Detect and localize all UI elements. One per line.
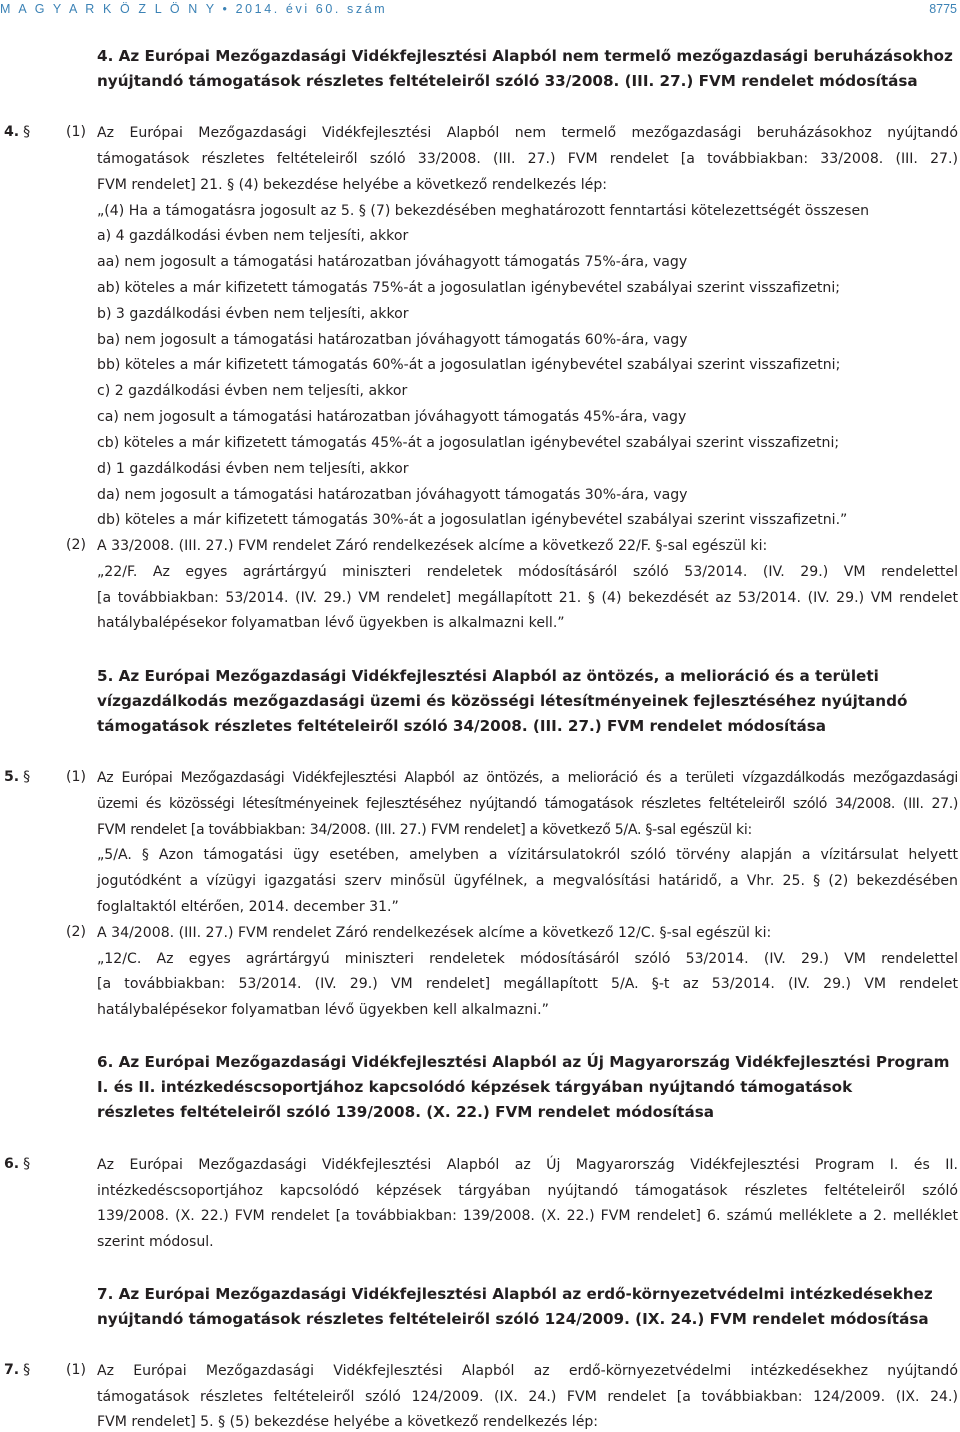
text-line: aa) nem jogosult a támogatási határozatban jóváhagyott támogatás 75%-ára, vagy — [97, 254, 688, 270]
paragraph-number: (2) — [66, 537, 86, 553]
page-number: 8775 — [929, 2, 957, 16]
text-line: ba) nem jogosult a támogatási határozatban jóváhagyott támogatás 60%-ára, vagy — [97, 332, 688, 348]
text-line: FVM rendelet [a továbbiakban: 34/2008. (III. 27.) FVM rendelet] a következő 5/A. §-sal egészül ki: — [97, 822, 752, 838]
text-line: Az Európai Mezőgazdasági Vidékfejlesztési Alapból az erdő-környezetvédelmi intézkedésekhez nyújtandó — [97, 1363, 958, 1379]
text-line: Az Európai Mezőgazdasági Vidékfejlesztési Alapból az öntözés, a melioráció és a területi vízgazdálkodás mezőgazdasági — [97, 770, 958, 786]
section-title: I. és II. intézkedéscsoportjához kapcsolódó képzések tárgyában nyújtandó támogatások — [97, 1078, 853, 1096]
article-number: 4. § — [4, 124, 31, 140]
text-line: „5/A. § Azon támogatási ügy esetében, amelyben a vízitársulatokról szóló törvény alapján a vízitársulat helyett — [97, 847, 958, 863]
section-title: 4. Az Európai Mezőgazdasági Vidékfejlesztési Alapból nem termelő mezőgazdasági beruházásokhoz — [97, 47, 953, 65]
paragraph-number: (1) — [66, 1362, 86, 1378]
paragraph-number: (2) — [66, 924, 86, 940]
section-title: részletes feltételeiről szóló 139/2008. (X. 22.) FVM rendelet módosítása — [97, 1103, 715, 1121]
text-line: A 34/2008. (III. 27.) FVM rendelet Záró rendelkezések alcíme a következő 12/C. §-sal egészül ki: — [97, 925, 772, 941]
paragraph-number: (1) — [66, 124, 86, 140]
text-line: c) 2 gazdálkodási évben nem teljesíti, akkor — [97, 383, 408, 399]
paragraph-number: (1) — [66, 769, 86, 785]
text-line: hatálybalépésekor folyamatban lévő ügyekben is alkalmazni kell.” — [97, 615, 565, 631]
text-line: bb) köteles a már kifizetett támogatás 60%-át a jogosulatlan igénybevétel szabályai szerint visszafizetni; — [97, 357, 841, 373]
text-line: 139/2008. (X. 22.) FVM rendelet [a továbbiakban: 139/2008. (X. 22.) FVM rendelet] 6. számú melléklete a 2. melléklet — [97, 1208, 958, 1224]
text-line: d) 1 gazdálkodási évben nem teljesíti, akkor — [97, 461, 409, 477]
text-line: hatálybalépésekor folyamatban lévő ügyekben kell alkalmazni.” — [97, 1002, 549, 1018]
journal-title: M A G Y A R K Ö Z L Ö N Y • 2014. évi 60. szám — [0, 2, 388, 16]
text-line: da) nem jogosult a támogatási határozatban jóváhagyott támogatás 30%-ára, vagy — [97, 487, 688, 503]
text-line: szerint módosul. — [97, 1234, 214, 1250]
text-line: b) 3 gazdálkodási évben nem teljesíti, akkor — [97, 306, 409, 322]
article-number: 5. § — [4, 769, 31, 785]
text-line: üzemi és közösségi létesítményeinek fejlesztéséhez nyújtandó támogatások részletes feltételeiről szóló 34/2008. (III. 27.) — [97, 796, 958, 812]
text-line: FVM rendelet] 21. § (4) bekezdése helyébe a következő rendelkezés lép: — [97, 177, 608, 193]
text-line: [a továbbiakban: 53/2014. (IV. 29.) VM rendelet] megállapított 5/A. §-t az 53/2014. (IV. 29.) VM rendelet — [97, 976, 958, 992]
text-line: támogatások részletes feltételeiről szóló 33/2008. (III. 27.) FVM rendelet [a továbbiakban: 33/2008. (III. 27.) — [97, 151, 958, 167]
text-line: ca) nem jogosult a támogatási határozatban jóváhagyott támogatás 45%-ára, vagy — [97, 409, 687, 425]
text-line: FVM rendelet] 5. § (5) bekezdése helyébe a következő rendelkezés lép: — [97, 1414, 599, 1430]
text-line: [a továbbiakban: 53/2014. (IV. 29.) VM rendelet] megállapított 21. § (4) bekezdését az 53/2014. (IV. 29.) VM rendelet — [97, 590, 958, 606]
section-title: vízgazdálkodás mezőgazdasági üzemi és közösségi létesítményeinek fejlesztéséhez nyújtandó — [97, 692, 908, 710]
text-line: „22/F. Az egyes agrártárgyú miniszteri rendeletek módosításáról szóló 53/2014. (IV. 29.) VM rendelettel — [97, 564, 958, 580]
text-line: Az Európai Mezőgazdasági Vidékfejlesztési Alapból nem termelő mezőgazdasági beruházásokhoz nyújtandó — [97, 125, 958, 141]
text-line: „12/C. Az egyes agrártárgyú miniszteri rendeletek módosításáról szóló 53/2014. (IV. 29.) VM rendelettel — [97, 951, 958, 967]
text-line: foglaltaktól eltérően, 2014. december 31.” — [97, 899, 399, 915]
article-number: 6. § — [4, 1156, 31, 1172]
text-line: intézkedéscsoportjához kapcsolódó képzések tárgyában nyújtandó támogatások részletes feltételeiről szóló — [97, 1183, 958, 1199]
section-title: támogatások részletes feltételeiről szóló 34/2008. (III. 27.) FVM rendelet módosítása — [97, 717, 826, 735]
article-number: 7. § — [4, 1362, 31, 1378]
text-line: db) köteles a már kifizetett támogatás 30%-át a jogosulatlan igénybevétel szabályai szerint visszafizetni.” — [97, 512, 848, 528]
text-line: támogatások részletes feltételeiről szóló 124/2009. (IX. 24.) FVM rendelet [a továbbiakban: 124/2009. (IX. 24.) — [97, 1389, 958, 1405]
section-title: nyújtandó támogatások részletes feltételeiről szóló 33/2008. (III. 27.) FVM rendelet módosítása — [97, 72, 918, 90]
text-line: ab) köteles a már kifizetett támogatás 75%-át a jogosulatlan igénybevétel szabályai szerint visszafizetni; — [97, 280, 841, 296]
section-title: nyújtandó támogatások részletes feltételeiről szóló 124/2009. (IX. 24.) FVM rendelet módosítása — [97, 1310, 929, 1328]
text-line: jogutódként a vízügyi igazgatási szerv minősül ügyfélnek, a megvalósítási határidő, a Vhr. 25. § (2) bekezdésében — [97, 873, 958, 889]
text-line: A 33/2008. (III. 27.) FVM rendelet Záró rendelkezések alcíme a következő 22/F. §-sal egészül ki: — [97, 538, 768, 554]
text-line: cb) köteles a már kifizetett támogatás 45%-át a jogosulatlan igénybevétel szabályai szerint visszafizetni; — [97, 435, 840, 451]
section-title: 6. Az Európai Mezőgazdasági Vidékfejlesztési Alapból az Új Magyarország Vidékfejlesztési Program — [97, 1053, 950, 1071]
section-title: 7. Az Európai Mezőgazdasági Vidékfejlesztési Alapból az erdő-környezetvédelmi intézkedésekhez — [97, 1285, 933, 1303]
section-title: 5. Az Európai Mezőgazdasági Vidékfejlesztési Alapból az öntözés, a melioráció és a területi — [97, 667, 879, 685]
text-line: a) 4 gazdálkodási évben nem teljesíti, akkor — [97, 228, 409, 244]
text-line: Az Európai Mezőgazdasági Vidékfejlesztési Alapból az Új Magyarország Vidékfejlesztési Program I. és II. — [97, 1157, 958, 1173]
text-line: „(4) Ha a támogatásra jogosult az 5. § (7) bekezdésében meghatározott fenntartási kötelezettségét összesen — [97, 203, 870, 219]
page-header — [0, 2, 960, 24]
